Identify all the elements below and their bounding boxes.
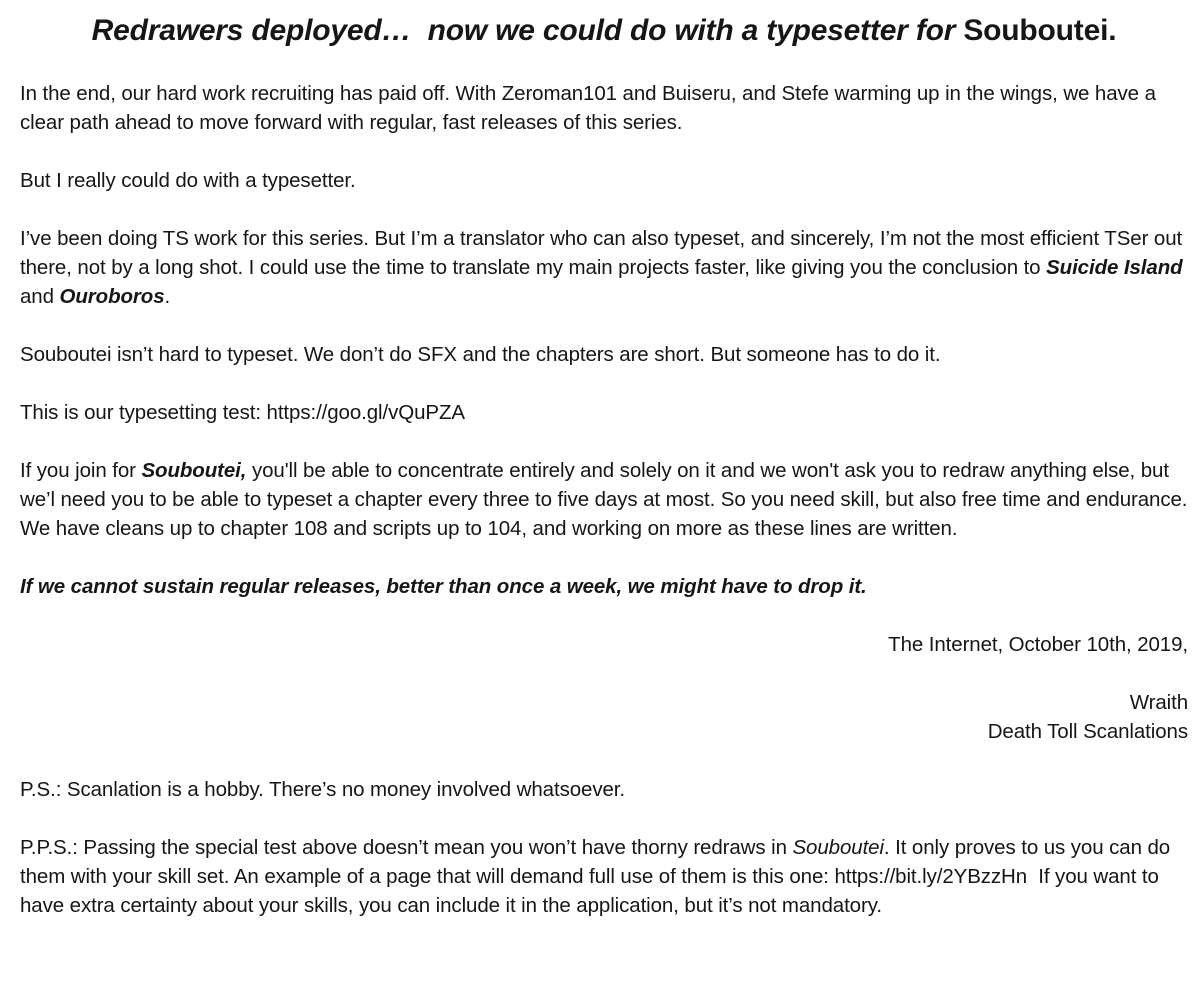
- paragraph-not-hard: Souboutei isn’t hard to typeset. We don’t do SFX and the chapters are short. But someone has to do it.: [20, 343, 941, 366]
- page-title: [20, 10, 1188, 52]
- signature-name: Wraith: [1129, 691, 1188, 714]
- pps-text-end: If you want to have extra certainty about your skills, you can include it in the application, but it’s not mandatory.: [20, 865, 1165, 917]
- dateline: The Internet, October 10th, 2019,: [888, 633, 1188, 656]
- series-name-suicide-island: Suicide Island: [1046, 256, 1183, 279]
- title-lead-text: Redrawers deployed… now we could do with a typesetter for: [91, 14, 964, 47]
- pps-text-pre: P.P.S.: Passing the special test above doesn’t mean you won’t have thorny redraws in: [20, 836, 793, 859]
- join-text-pre: If you join for: [20, 459, 142, 482]
- paragraph-pps: [20, 833, 1188, 920]
- paragraph-intro: In the end, our hard work recruiting has paid off. With Zeroman101 and Buiseru, and Stefe warming up in the wings, we have a clear path ahead to move forward with regular, fast releases of this series.: [20, 82, 1162, 134]
- paragraph-ps: P.S.: Scanlation is a hobby. There’s no money involved whatsoever.: [20, 778, 625, 801]
- signature-group: Death Toll Scanlations: [987, 720, 1188, 743]
- series-name-ouroboros: Ouroboros: [59, 285, 165, 308]
- typesetting-test-url: https://goo.gl/vQuPZA: [266, 401, 465, 424]
- ts-work-text: I’ve been doing TS work for this series. But I’m a translator who can also typeset, and sincerely, I’m not the most efficient TSer out there, not by a long shot. I could use the time to translate my main projects faster, like giving you the conclusion to: [20, 227, 1188, 279]
- pps-example-url: https://bit.ly/2YBzzHn: [834, 865, 1028, 888]
- series-name-souboutei: Souboutei,: [141, 459, 247, 482]
- paragraph-drop-warning: If we cannot sustain regular releases, better than once a week, we might have to drop it.: [20, 575, 867, 598]
- paragraph-ts-work: [20, 224, 1188, 311]
- ts-work-conjunction: and: [20, 256, 1189, 308]
- pps-text-mid: . It only proves to us you can do them with your skill set. An example of a page that will demand full use of them is this one:: [20, 836, 1176, 888]
- ts-work-period: .: [164, 285, 171, 308]
- typesetting-test-label: This is our typesetting test:: [20, 401, 267, 424]
- paragraph-typesetting-test: [20, 398, 1188, 427]
- join-text-rest: you'll be able to concentrate entirely and solely on it and we won't ask you to redraw anything else, but we’l need you to be able to typeset a chapter every three to five days at most. So you need skill, but also free time and endurance. We have cleans up to chapter 108 and scripts up to 104, and working on more as these lines are written.: [20, 459, 1193, 540]
- pps-series-name-souboutei: Souboutei: [792, 836, 884, 859]
- title-series-name: Souboutei.: [963, 14, 1117, 47]
- paragraph-need-typesetter: But I really could do with a typesetter.: [20, 169, 356, 192]
- signature-block: [20, 688, 1188, 746]
- paragraph-join-conditions: [20, 456, 1193, 543]
